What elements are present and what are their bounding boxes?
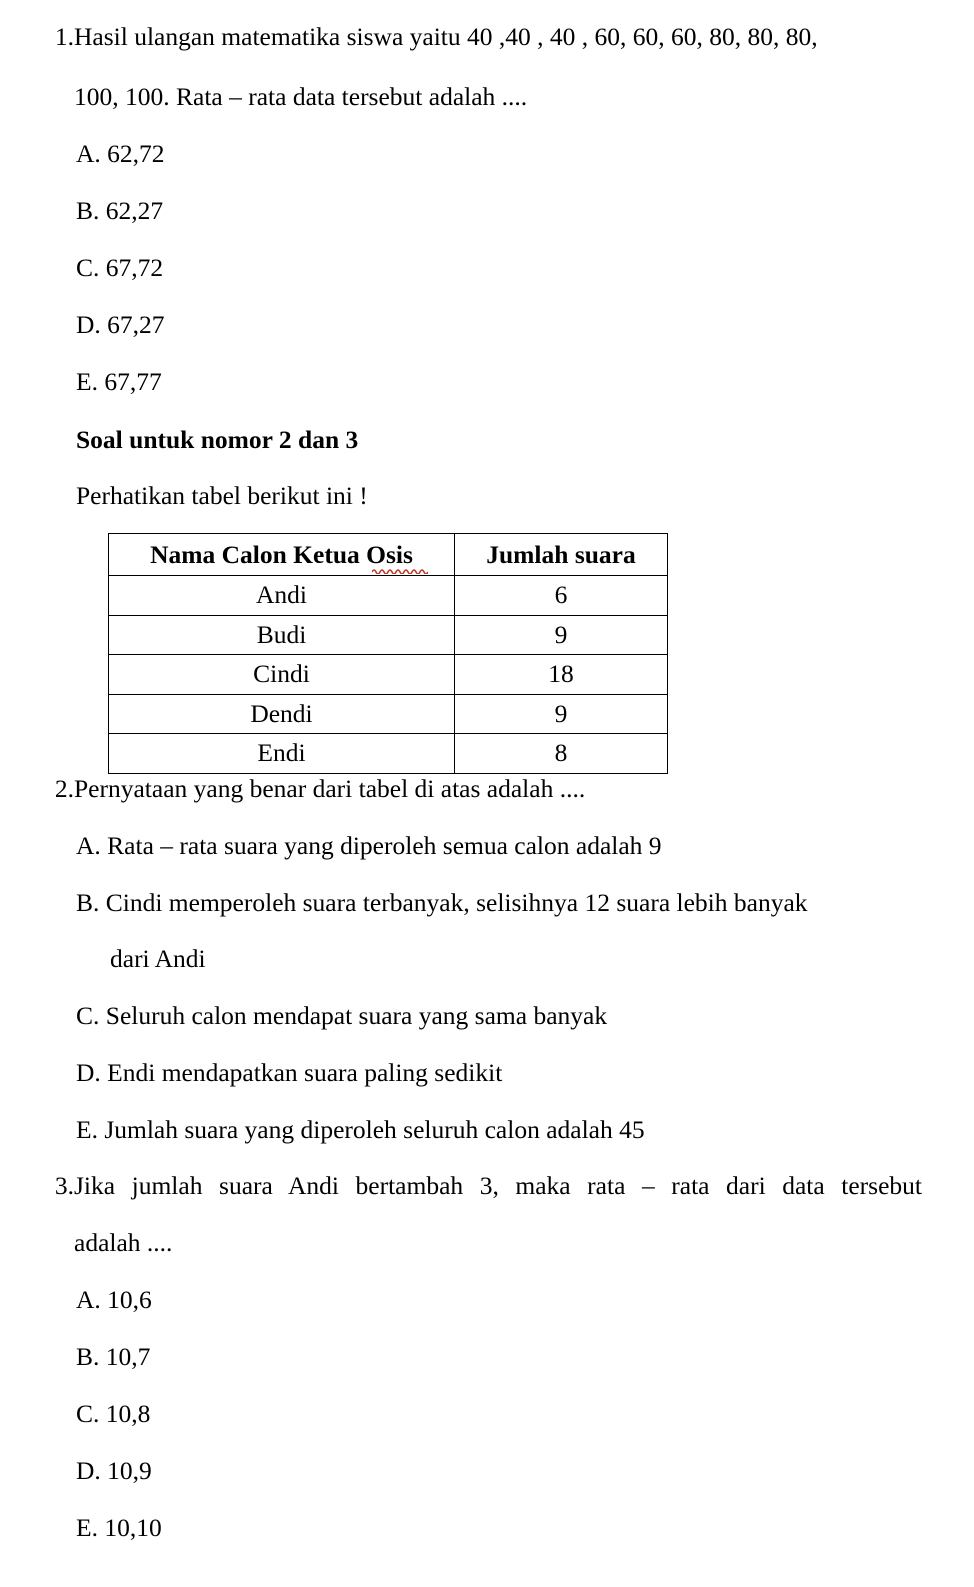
question-1-line-2: 100, 100. Rata – rata data tersebut adalah ....	[74, 82, 528, 111]
question-3-option-c[interactable]: C. 10,8	[76, 1399, 151, 1428]
question-1-option-b[interactable]: B. 62,27	[76, 196, 164, 225]
question-1-option-e[interactable]: E. 67,77	[76, 367, 162, 396]
table-cell-name: Andi	[109, 576, 455, 616]
question-1-option-a[interactable]: A. 62,72	[76, 139, 165, 168]
question-3-option-d[interactable]: D. 10,9	[76, 1456, 152, 1485]
question-2-number: 2.	[54, 774, 74, 803]
question-2-option-a[interactable]: A. Rata – rata suara yang diperoleh semua calon adalah 9	[76, 831, 662, 860]
table-header-name: Nama Calon Ketua Osis	[109, 534, 455, 576]
question-2-line-1: Pernyataan yang benar dari tabel di atas adalah ....	[74, 774, 586, 803]
table-cell-votes: 9	[455, 694, 668, 734]
question-3-number: 3.	[54, 1171, 74, 1200]
question-2-option-b[interactable]	[76, 888, 808, 918]
table-row	[109, 615, 668, 655]
question-3-option-a[interactable]: A. 10,6	[76, 1285, 152, 1314]
table-cell-name: Endi	[109, 734, 455, 774]
question-2-option-b-text: B. Cindi memperoleh suara terbanyak, selisihnya 12 suara lebih banyak	[76, 888, 808, 917]
question-2-option-b-continuation: dari Andi	[110, 944, 206, 973]
question-2-option-e[interactable]: E. Jumlah suara yang diperoleh seluruh calon adalah 45	[76, 1115, 645, 1144]
section-heading: Soal untuk nomor 2 dan 3	[76, 425, 359, 454]
question-2	[38, 774, 934, 804]
question-1	[38, 22, 934, 52]
table-row	[109, 576, 668, 616]
vote-table	[108, 533, 668, 774]
table-header-row	[109, 534, 668, 576]
table-cell-name: Budi	[109, 615, 455, 655]
table-cell-name: Dendi	[109, 694, 455, 734]
table-row	[109, 734, 668, 774]
question-1-line-1: Hasil ulangan matematika siswa yaitu 40 ,40 , 40 , 60, 60, 60, 80, 80, 80,	[74, 22, 818, 51]
table-header-votes: Jumlah suara	[455, 534, 668, 576]
question-1-option-c[interactable]: C. 67,72	[76, 253, 164, 282]
question-3-option-e[interactable]: E. 10,10	[76, 1513, 162, 1542]
question-1-number: 1.	[54, 22, 74, 51]
question-2-body	[74, 774, 934, 804]
table-cell-name: Cindi	[109, 655, 455, 695]
table-intro: Perhatikan tabel berikut ini !	[76, 481, 368, 510]
table-row	[109, 655, 668, 695]
question-3-option-b[interactable]: B. 10,7	[76, 1342, 151, 1371]
question-3	[38, 1171, 922, 1201]
question-1-body	[74, 22, 934, 52]
question-1-option-d[interactable]: D. 67,27	[76, 310, 165, 339]
question-2-option-d[interactable]: D. Endi mendapatkan suara paling sedikit	[76, 1058, 503, 1087]
question-3-body	[74, 1171, 922, 1201]
table-cell-votes: 18	[455, 655, 668, 695]
table-cell-votes: 6	[455, 576, 668, 616]
table-cell-votes: 8	[455, 734, 668, 774]
question-2-option-c[interactable]: C. Seluruh calon mendapat suara yang sama banyak	[76, 1001, 608, 1030]
question-3-line-2: adalah ....	[74, 1228, 173, 1257]
table-cell-votes: 9	[455, 615, 668, 655]
question-3-line-1: Jika jumlah suara Andi bertambah 3, maka rata – rata dari data tersebut	[74, 1171, 922, 1200]
table-row	[109, 694, 668, 734]
